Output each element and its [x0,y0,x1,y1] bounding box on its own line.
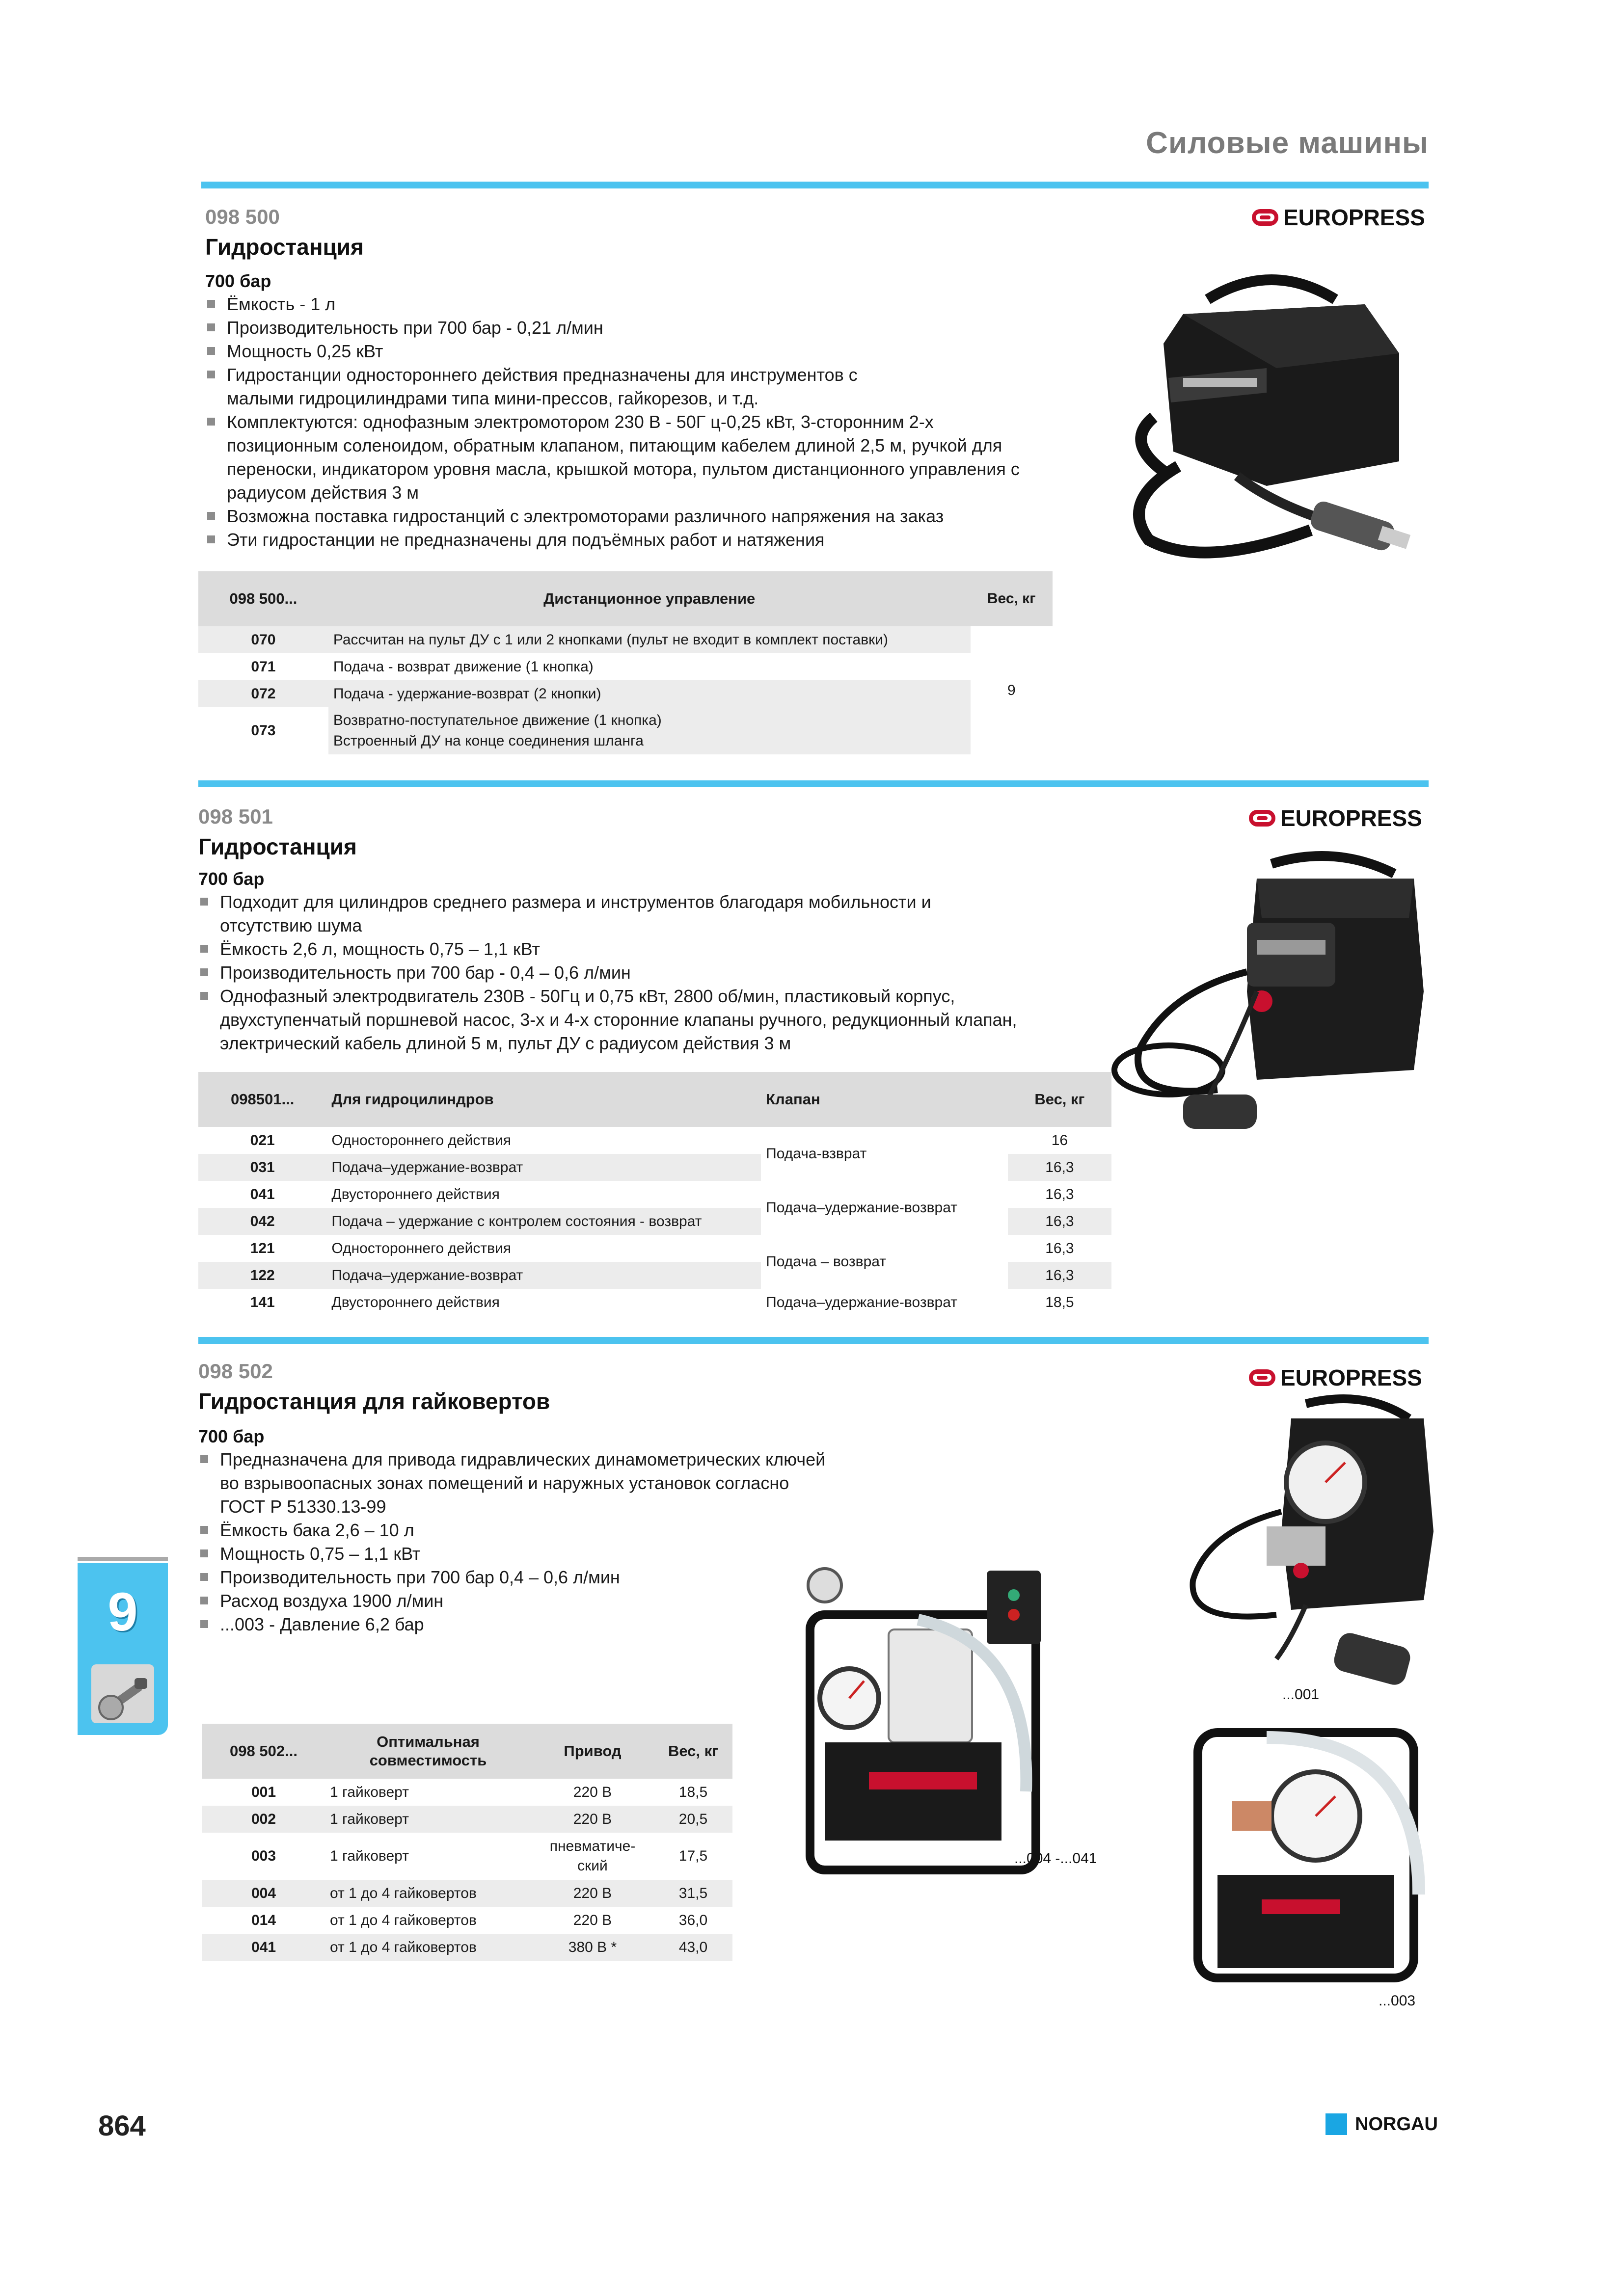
norgau-logo-icon [1325,2113,1347,2135]
table-cell-desc: Рассчитан на пульт ДУ с 1 или 2 кнопками (пульт не входит в комплект поставки) [328,626,971,653]
table-cell-desc [328,707,971,754]
photo-caption: ...001 [1282,1686,1320,1703]
table-cell-code: 001 [251,1784,276,1800]
feature-item: Ёмкость - 1 л [205,293,1040,316]
table-cell-drive: 220 В [531,1806,654,1833]
table-header: 098 502... [202,1724,325,1779]
table-cell-weight: 16,3 [1045,1240,1074,1256]
feature-list [205,293,1040,552]
feature-item: Расход воздуха 1900 л/мин [198,1589,817,1613]
table-header: Вес, кг [654,1724,732,1779]
table-cell-code: 002 [202,1806,325,1833]
table-cell-weight: 16 [1051,1132,1068,1148]
table-cell-code: 003 [251,1848,276,1864]
table-cell-weight: 16,3 [1008,1154,1111,1181]
brand-logo [1252,204,1425,231]
brand-name: EUROPRESS [1283,205,1425,230]
feature-item: Мощность 0,25 кВт [205,340,1040,363]
feature-item: Комплектуются: однофазным электромотором 230 В - 50Г ц-0,25 кВт, 3-сторонним 2-х позиционным соленоидом, обратным клапаном, питающим кабелем длиной 2,5 м, ручкой для переноски, индикатором уровня масла, крышкой мотора, пультом дистанционного управления с радиусом действия 3 м [205,410,1032,505]
section-title: Силовые машины [1146,126,1429,160]
table-cell-valve: Подача–удержание-возврат [766,1294,957,1310]
table-cell-desc: Одностороннего действия [331,1132,512,1148]
table-cell-desc: Двустороннего действия [331,1294,500,1310]
feature-item: Эти гидростанции не предназначены для подъёмных работ и натяжения [205,528,1040,552]
table-cell-desc: Подача - удержание-возврат (2 кнопки) [328,680,971,707]
table-cell-desc: Подача - возврат движение (1 кнопка) [333,658,594,675]
table-cell-code: 041 [202,1934,325,1961]
table-cell-code: 071 [251,658,276,675]
table-cell-code: 121 [250,1240,275,1256]
feature-item: Производительность при 700 бар 0,4 – 0,6 л/мин [198,1566,817,1589]
table-cell-weight: 16,3 [1008,1262,1111,1289]
feature-item: Ёмкость бака 2,6 – 10 л [198,1519,817,1542]
table-cell-weight: 16,3 [1008,1208,1111,1235]
table-cell-line: Встроенный ДУ на конце соединения шланга [333,733,644,749]
table-cell-desc: Подача–удержание-возврат [326,1154,761,1181]
table-header: Привод [531,1724,654,1779]
table-cell-weight: 20,5 [654,1806,732,1833]
table-cell-desc: Подача–удержание-возврат [326,1262,761,1289]
product-photo-098502-003 [1188,1718,1434,1993]
product-title: Гидростанция для гайковертов [198,1388,550,1414]
page-number: 864 [98,2110,146,2142]
table-header: Клапан [761,1072,1008,1127]
feature-item: Ёмкость 2,6 л, мощность 0,75 – 1,1 кВт [198,937,1013,961]
table-cell-desc: Одностороннего действия [331,1240,512,1256]
section-divider [198,1337,1429,1344]
pressure-label: 700 бар [198,869,265,889]
table-cell-weight: 9 [1007,682,1016,698]
product-photo-098502-004 [795,1556,1070,1895]
table-cell-compat: от 1 до 4 гайковертов [330,1912,477,1928]
table-cell-compat: от 1 до 4 гайковертов [325,1880,531,1907]
photo-caption: ...003 [1379,1993,1416,2009]
product-photo-098500 [1105,255,1443,569]
table-cell-code: 041 [250,1186,275,1202]
feature-item: Производительность при 700 бар - 0,21 л/мин [205,316,1040,340]
section-tab [78,1563,168,1735]
table-header: 098501... [198,1072,326,1127]
feature-item: Мощность 0,75 – 1,1 кВт [198,1542,817,1566]
table-header: Вес, кг [971,571,1053,626]
europress-logo-icon [1252,209,1278,226]
table-cell-code: 122 [198,1262,326,1289]
europress-logo-icon [1249,810,1275,827]
table-cell-weight: 31,5 [654,1880,732,1907]
section-divider [198,780,1429,787]
table-cell-weight: 43,0 [654,1934,732,1961]
table-cell-code: 014 [251,1912,276,1928]
table-cell-weight: 16,3 [1045,1186,1074,1202]
table-cell-code: 031 [198,1154,326,1181]
table-cell-code: 021 [250,1132,275,1148]
table-cell-drive: 220 В [573,1784,612,1800]
table-cell-compat: от 1 до 4 гайковертов [325,1934,531,1961]
spec-table-098502 [202,1724,732,1961]
table-cell-drive: пневматиче-ский [549,1838,636,1874]
product-code: 098 500 [205,205,280,228]
pressure-label: 700 бар [198,1426,265,1446]
footer-logo [1325,2113,1438,2135]
table-header: Вес, кг [1008,1072,1111,1127]
brand-logo [1249,805,1422,831]
brand-name: EUROPRESS [1280,1365,1422,1390]
spec-table-098500 [198,571,1053,754]
photo-caption: ...004 -...041 [1014,1850,1097,1867]
feature-item: Производительность при 700 бар - 0,4 – 0,6 л/мин [198,961,1013,985]
table-cell-code: 141 [250,1294,275,1310]
table-cell-weight: 18,5 [1045,1294,1074,1310]
table-cell-valve: Подача – возврат [766,1254,887,1270]
feature-item: Предназначена для привода гидравлических динамометрических ключей во взрывоопасных зонах помещений и наружных установок согласно ГОСТ Р 51330.13-99 [198,1448,834,1519]
section-tab-number: 9 [108,1582,138,1642]
feature-item: Однофазный электродвигатель 230В - 50Гц и 0,75 кВт, 2800 об/мин, пластиковый корпус, двухступенчатый поршневой насос, 3-х и 4-х сторонние клапаны ручного, редукционный клапан, электрический кабель длиной 5 м, пульт ДУ с радиусом действия 3 м [198,985,1025,1055]
feature-item: Гидростанции одностороннего действия предназначены для инструментов с малыми гидроцилиндрами типа мини-прессов, гайкорезов, и т.д. [205,363,924,410]
product-title: Гидростанция [198,834,357,859]
brand-name: EUROPRESS [1280,805,1422,831]
table-header: Оптимальная совместимость [325,1724,531,1779]
feature-item: Возможна поставка гидростанций с электромоторами различного напряжения на заказ [205,505,1040,528]
table-header: Дистанционное управление [328,571,971,626]
product-code: 098 501 [198,805,273,828]
table-cell-valve: Подача–удержание-возврат [766,1200,957,1216]
table-cell-code: 004 [202,1880,325,1907]
europress-logo-icon [1249,1369,1275,1386]
product-photo-098502-001 [1178,1394,1443,1693]
footer-logo-text: NORGAU [1355,2113,1438,2135]
table-cell-line: Возвратно-поступательное движение (1 кнопка) [333,712,662,728]
product-code: 098 502 [198,1360,273,1383]
grinder-icon [91,1664,154,1723]
section-tab-cap [78,1557,168,1561]
spec-table-098501 [198,1072,1111,1316]
table-cell-desc: Двустороннего действия [331,1186,500,1202]
table-cell-code: 073 [251,722,276,739]
table-cell-desc: Подача – удержание с контролем состояния - возврат [326,1208,761,1235]
table-cell-weight: 17,5 [678,1848,708,1864]
table-cell-code: 070 [198,626,328,653]
feature-item: Подходит для цилиндров среднего размера и инструментов благодаря мобильности и отсутствию шума [198,890,1005,937]
table-cell-drive: 380 В * [531,1934,654,1961]
table-cell-drive: 220 В [531,1880,654,1907]
table-cell-weight: 18,5 [678,1784,708,1800]
feature-item: ...003 - Давление 6,2 бар [198,1613,817,1636]
table-header: Для гидроцилиндров [326,1072,761,1127]
product-title: Гидростанция [205,234,364,260]
table-cell-compat: 1 гайковерт [330,1848,409,1864]
table-header: 098 500... [198,571,328,626]
table-cell-code: 042 [198,1208,326,1235]
pressure-label: 700 бар [205,271,271,291]
table-cell-weight: 36,0 [678,1912,708,1928]
table-cell-code: 072 [198,680,328,707]
product-photo-098501 [1109,844,1443,1168]
table-cell-compat: 1 гайковерт [330,1784,409,1800]
table-cell-drive: 220 В [573,1912,612,1928]
section-divider [201,182,1429,188]
brand-logo [1249,1364,1422,1391]
table-cell-compat: 1 гайковерт [325,1806,531,1833]
feature-list [198,1448,826,1636]
table-cell-valve: Подача-взврат [766,1146,867,1162]
feature-list [198,890,1017,1055]
